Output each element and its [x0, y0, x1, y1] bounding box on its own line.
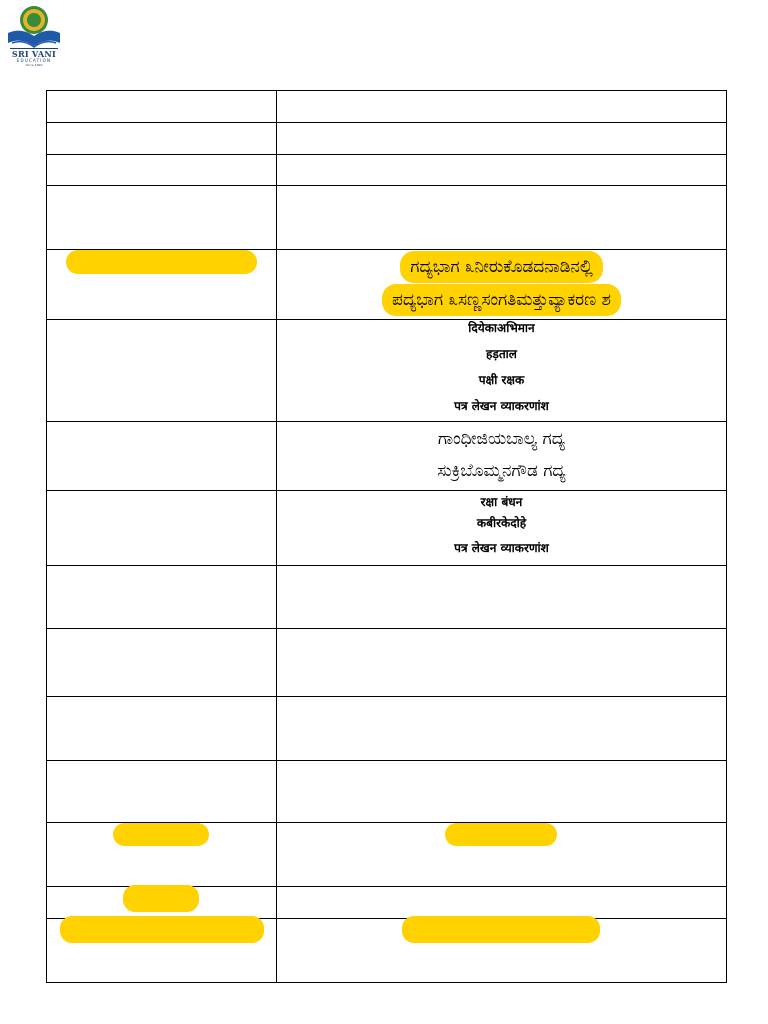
- table-row: [47, 566, 727, 629]
- hindi-lesson-4: पत्र लेखन व्याकरणांश: [454, 399, 549, 413]
- table-cell-left: [47, 919, 277, 983]
- table-cell-right: [277, 91, 727, 123]
- highlight-mark: [445, 823, 557, 846]
- logo-name: SRI VANI: [11, 49, 57, 59]
- table-cell-left: [47, 823, 277, 887]
- hindi-lesson-5: रक्षा बंधन: [480, 495, 523, 509]
- table-cell-right: [277, 887, 727, 919]
- highlight-mark: [60, 916, 264, 943]
- kannada-prose-lesson: ಗದ್ಯಭಾಗ ೩ನೀರುಕೊಡದನಾಡಿನಲ್ಲಿ: [400, 251, 602, 283]
- table-cell-left: [47, 250, 277, 320]
- table-row: [47, 123, 727, 155]
- hindi-lesson-7: पत्र लेखन व्याकरणांश: [454, 541, 549, 555]
- table-row: [47, 91, 727, 123]
- table-cell-right: [277, 123, 727, 155]
- hindi-lesson-1: दियेकाअभिमान: [468, 321, 535, 335]
- table-cell-right: [277, 919, 727, 983]
- table-row: [47, 629, 727, 697]
- kannada-poem-lesson: ಪದ್ಯಭಾಗ ೩ಸಣ್ಣಸಂಗತಿಮತ್ತುವ್ಯಾಕರಣ ಶ: [382, 284, 621, 316]
- table-row: [47, 919, 727, 983]
- table-cell-left: [47, 629, 277, 697]
- table-cell-left: [47, 155, 277, 186]
- table-row: [47, 761, 727, 823]
- table-row: [47, 250, 727, 320]
- table-cell-right: [277, 697, 727, 761]
- table-cell-right: [277, 629, 727, 697]
- table-cell-right: [277, 320, 727, 422]
- table-cell-right: [277, 566, 727, 629]
- table-row: [47, 697, 727, 761]
- table-row: [47, 320, 727, 422]
- table-row: [47, 186, 727, 250]
- table-cell-left: [47, 422, 277, 491]
- table-row: [47, 155, 727, 186]
- table-row: [47, 422, 727, 491]
- highlight-mark: [402, 916, 600, 943]
- kannada-lesson-2: ಸುಕ್ರಿಬೊಮ್ಮನಗೌಡ ಗದ್ಯ: [437, 461, 566, 481]
- hindi-lesson-6: कबीरकेदोहे: [476, 516, 527, 530]
- table-cell-left: [47, 566, 277, 629]
- table-cell-left: [47, 887, 277, 919]
- table-cell-left: [47, 697, 277, 761]
- table-cell-right: [277, 491, 727, 566]
- kannada-lesson-1: ಗಾಂಧೀಜಿಯಬಾಲ್ಯ ಗದ್ಯ: [437, 429, 566, 449]
- table-cell-left: [47, 91, 277, 123]
- table-cell-right: [277, 422, 727, 491]
- hindi-lesson-2: हड़ताल: [486, 347, 517, 361]
- school-logo: [4, 3, 64, 67]
- table-row: [47, 491, 727, 566]
- syllabus-table: [46, 90, 727, 983]
- highlight-mark: [113, 823, 209, 846]
- table-cell-left: [47, 320, 277, 422]
- highlight-mark: [66, 250, 257, 274]
- table-cell-right: [277, 186, 727, 250]
- table-cell-left: [47, 491, 277, 566]
- logo-since: Since 1990: [25, 63, 43, 67]
- table-cell-right: [277, 761, 727, 823]
- table-cell-left: [47, 123, 277, 155]
- table-cell-left: [47, 761, 277, 823]
- table-row: [47, 823, 727, 887]
- logo-subtitle: EDUCATION: [16, 58, 52, 63]
- table-cell-right: [277, 823, 727, 887]
- table-row: [47, 887, 727, 919]
- hindi-lesson-3: पक्षी रक्षक: [478, 373, 525, 387]
- table-cell-right: [277, 250, 727, 320]
- highlight-mark: [123, 885, 199, 912]
- table-cell-left: [47, 186, 277, 250]
- table-cell-right: [277, 155, 727, 186]
